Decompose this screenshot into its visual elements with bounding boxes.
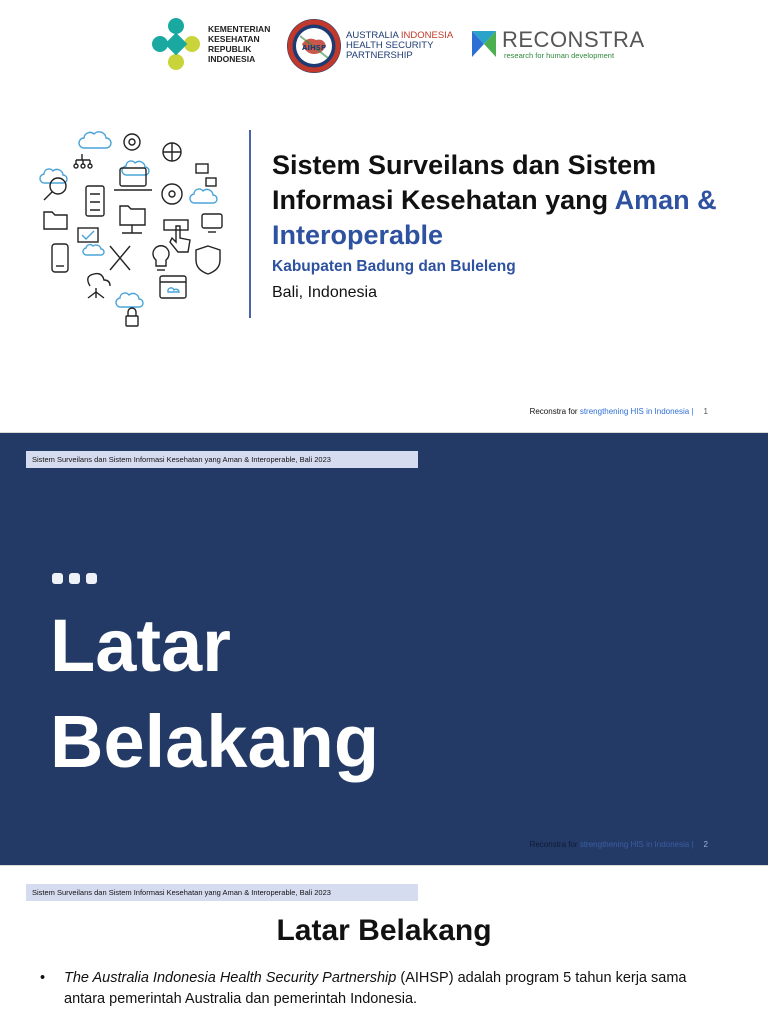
kemenkes-emblem-icon: [150, 16, 202, 72]
shield-icon: [196, 246, 220, 274]
decorative-dots: [52, 573, 97, 584]
slide-2: [0, 433, 768, 865]
slide2-title: Latar Belakang: [50, 604, 380, 783]
cloud-icon: [40, 169, 67, 183]
slide1-subtitle: Kabupaten Badung dan Buleleng: [272, 258, 516, 275]
aihsp-line1b: INDONESIA: [400, 30, 454, 41]
bullet-italic-text: The Australia Indonesia Health Security Partnership: [64, 970, 397, 986]
search-icon: [44, 178, 66, 200]
slide1-footer: [530, 407, 708, 416]
aihsp-badge-text: AIHSP: [301, 44, 327, 52]
slide3-header-band: Sistem Surveilans dan Sistem Informasi Kesehatan yang Aman & Interoperable, Bali 2023: [26, 884, 418, 901]
slide1-title-main: Sistem Surveilans dan Sistem Informasi Kesehatan yang: [272, 150, 657, 215]
technology-icon-cluster: [26, 120, 246, 330]
bullet-text: (AIHSP) adalah program 5 tahun kerja sama antara pemerintah Australia dan pemerintah Indonesia.: [64, 970, 687, 1007]
monitor-icon: [160, 276, 186, 298]
phone-icon: [52, 244, 68, 272]
aihsp-line3: PARTNERSHIP: [346, 50, 413, 61]
cloud-icon: [190, 189, 217, 203]
cloud-icon: [116, 293, 143, 307]
aihsp-seal-icon: [286, 18, 342, 74]
slide1-title-accent: Aman & Interoperable: [272, 185, 717, 250]
slide3-title: Latar Belakang: [276, 914, 492, 947]
gear-icon: [124, 134, 140, 150]
hand-pointer-icon: [164, 220, 190, 252]
monitor-icon: [196, 164, 216, 186]
slide2-footer: [530, 840, 708, 849]
slide1-location: Bali, Indonesia: [272, 284, 377, 301]
folder-icon: [120, 206, 145, 233]
globe-icon: [163, 143, 181, 161]
slide-3: [0, 866, 768, 1024]
tools-icon: [110, 246, 130, 270]
monitor-icon: [78, 228, 98, 242]
cloud-icon: [83, 245, 104, 255]
lightbulb-icon: [153, 246, 169, 270]
aihsp-line1a: AUSTRALIA: [346, 30, 399, 41]
reconstra-mark-icon: [470, 29, 498, 59]
folder-icon: [44, 212, 67, 229]
lock-icon: [126, 308, 138, 326]
network-icon: [74, 154, 92, 168]
footer-page-number: 1: [703, 407, 708, 416]
reconstra-tagline: research for human development: [504, 50, 615, 60]
bullet-dot: •: [40, 970, 46, 986]
kemenkes-text: KEMENTERIAN KESEHATAN REPUBLIK INDONESIA: [208, 24, 271, 64]
slide2-header-band: Sistem Surveilans dan Sistem Informasi Kesehatan yang Aman & Interoperable, Bali 2023: [26, 451, 418, 468]
aihsp-line2: HEALTH SECURITY: [346, 40, 434, 51]
footer-brand: Reconstra for: [529, 840, 580, 849]
aihsp-logo: [286, 16, 453, 76]
server-icon: [86, 186, 104, 216]
cloud-icon: [79, 132, 111, 148]
title-divider: [249, 130, 251, 318]
network-icon: [88, 274, 110, 298]
reconstra-wordmark: RECONSTRA: [502, 26, 645, 52]
slide-1: [0, 0, 768, 432]
monitor-icon: [202, 214, 222, 232]
footer-tagline: strengthening HIS in Indonesia |: [579, 840, 694, 849]
footer-tagline: strengthening HIS in Indonesia |: [579, 407, 694, 416]
footer-page-number: 2: [703, 840, 708, 849]
reconstra-logo: [470, 24, 645, 64]
slide1-title: [272, 148, 742, 253]
kemenkes-logo: [150, 14, 270, 74]
bullet-item: [40, 968, 720, 1010]
footer-brand: Reconstra for: [529, 407, 580, 416]
laptop-icon: [114, 168, 152, 190]
disc-icon: [162, 184, 182, 204]
